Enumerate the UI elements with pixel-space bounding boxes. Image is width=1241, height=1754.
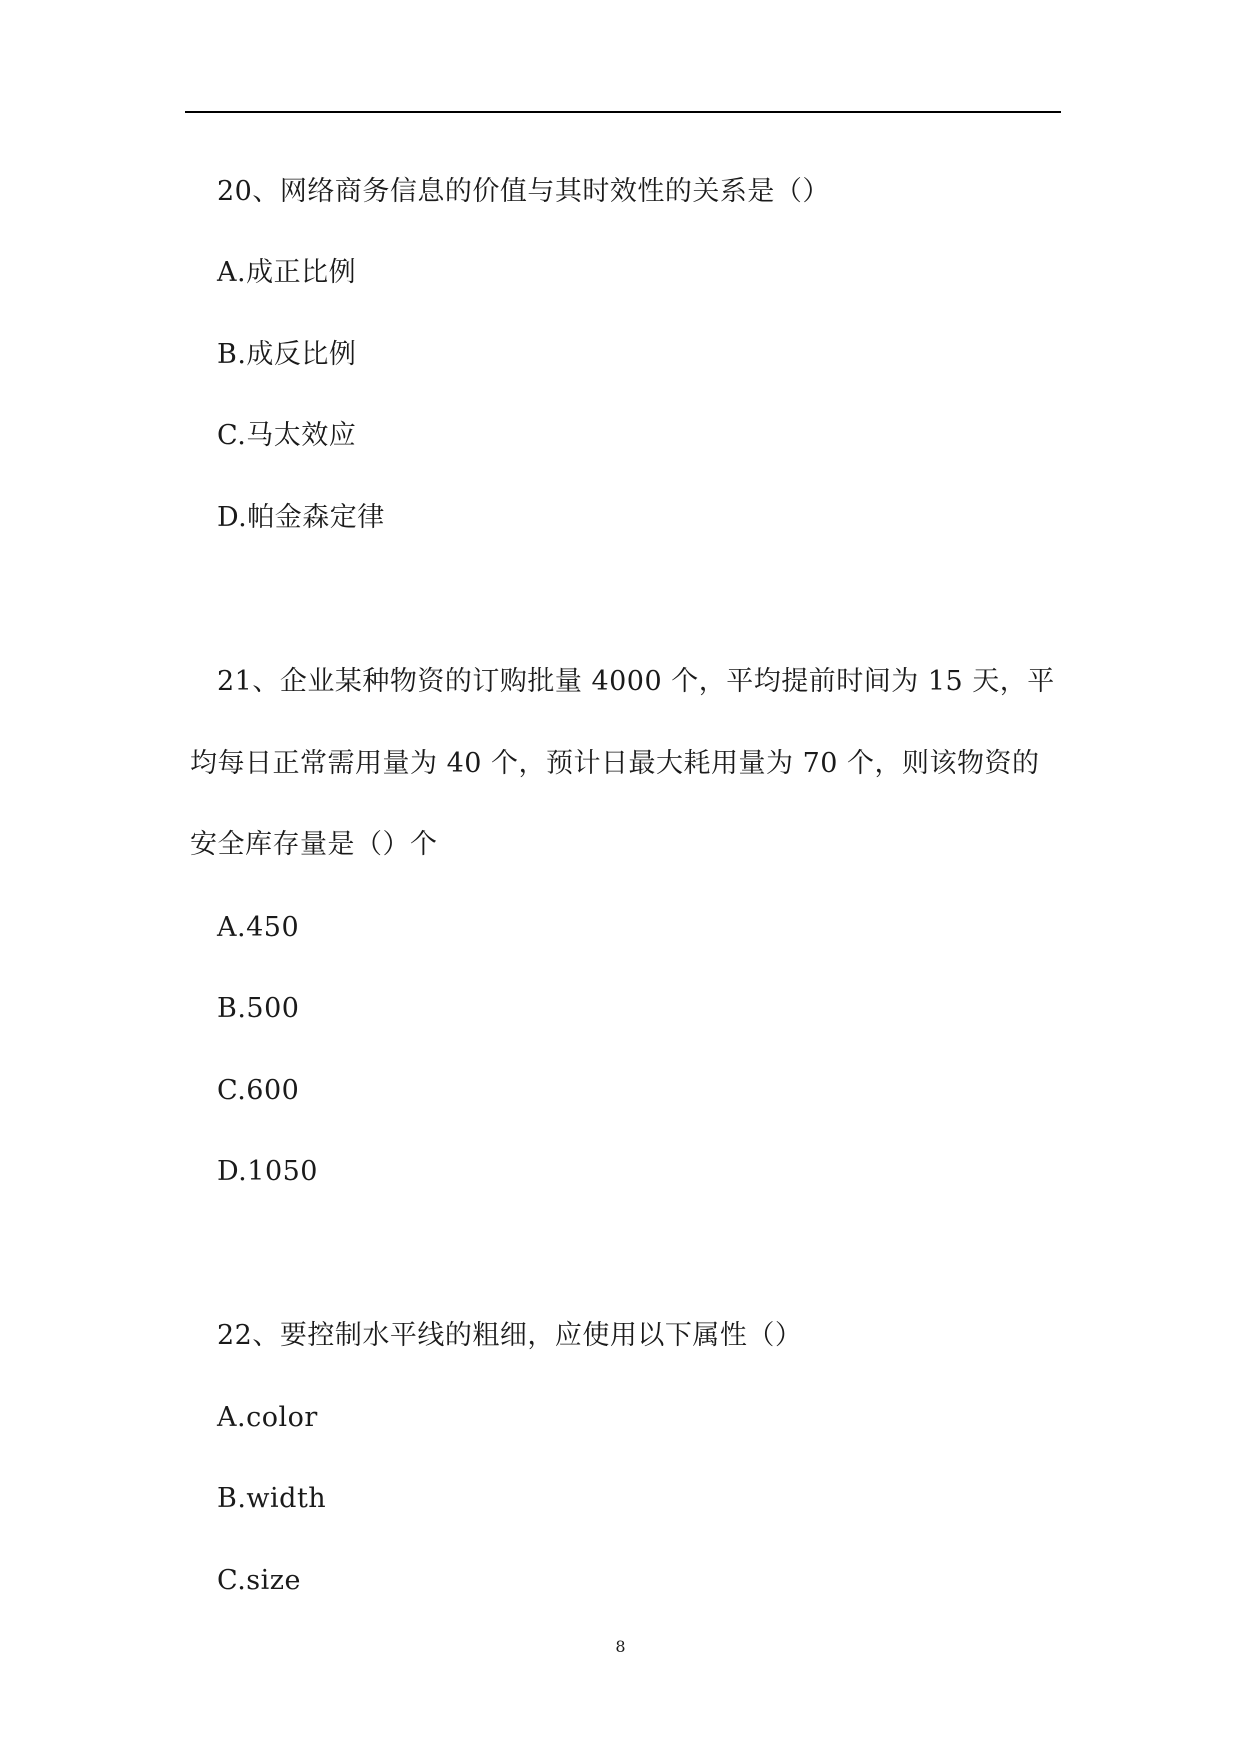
question-21-option-a: A.450 [217, 912, 300, 943]
question-21-option-d: D.1050 [217, 1156, 318, 1187]
question-21-text-line-2: 均每日正常需用量为 40 个，预计日最大耗用量为 70 个，则该物资的 [190, 748, 1040, 779]
question-22-option-c: C.size [217, 1565, 301, 1596]
question-22-text: 22、要控制水平线的粗细，应使用以下属性（） [217, 1320, 803, 1351]
question-20-option-b: B.成反比例 [217, 339, 357, 370]
question-21-option-b: B.500 [217, 993, 300, 1024]
question-21-text-line-3: 安全库存量是（）个 [190, 829, 438, 860]
header-rule [185, 111, 1061, 113]
question-22-option-b: B.width [217, 1483, 327, 1514]
page-number: 8 [615, 1637, 626, 1656]
question-20-option-d: D.帕金森定律 [217, 502, 385, 533]
question-21-option-c: C.600 [217, 1075, 300, 1106]
question-21-text-line-1: 21、企业某种物资的订购批量 4000 个，平均提前时间为 15 天，平 [217, 666, 1055, 697]
question-20-option-c: C.马太效应 [217, 420, 357, 451]
question-20-option-a: A.成正比例 [217, 257, 357, 288]
question-20-text: 20、网络商务信息的价值与其时效性的关系是（） [217, 176, 830, 207]
question-22-option-a: A.color [217, 1402, 318, 1433]
